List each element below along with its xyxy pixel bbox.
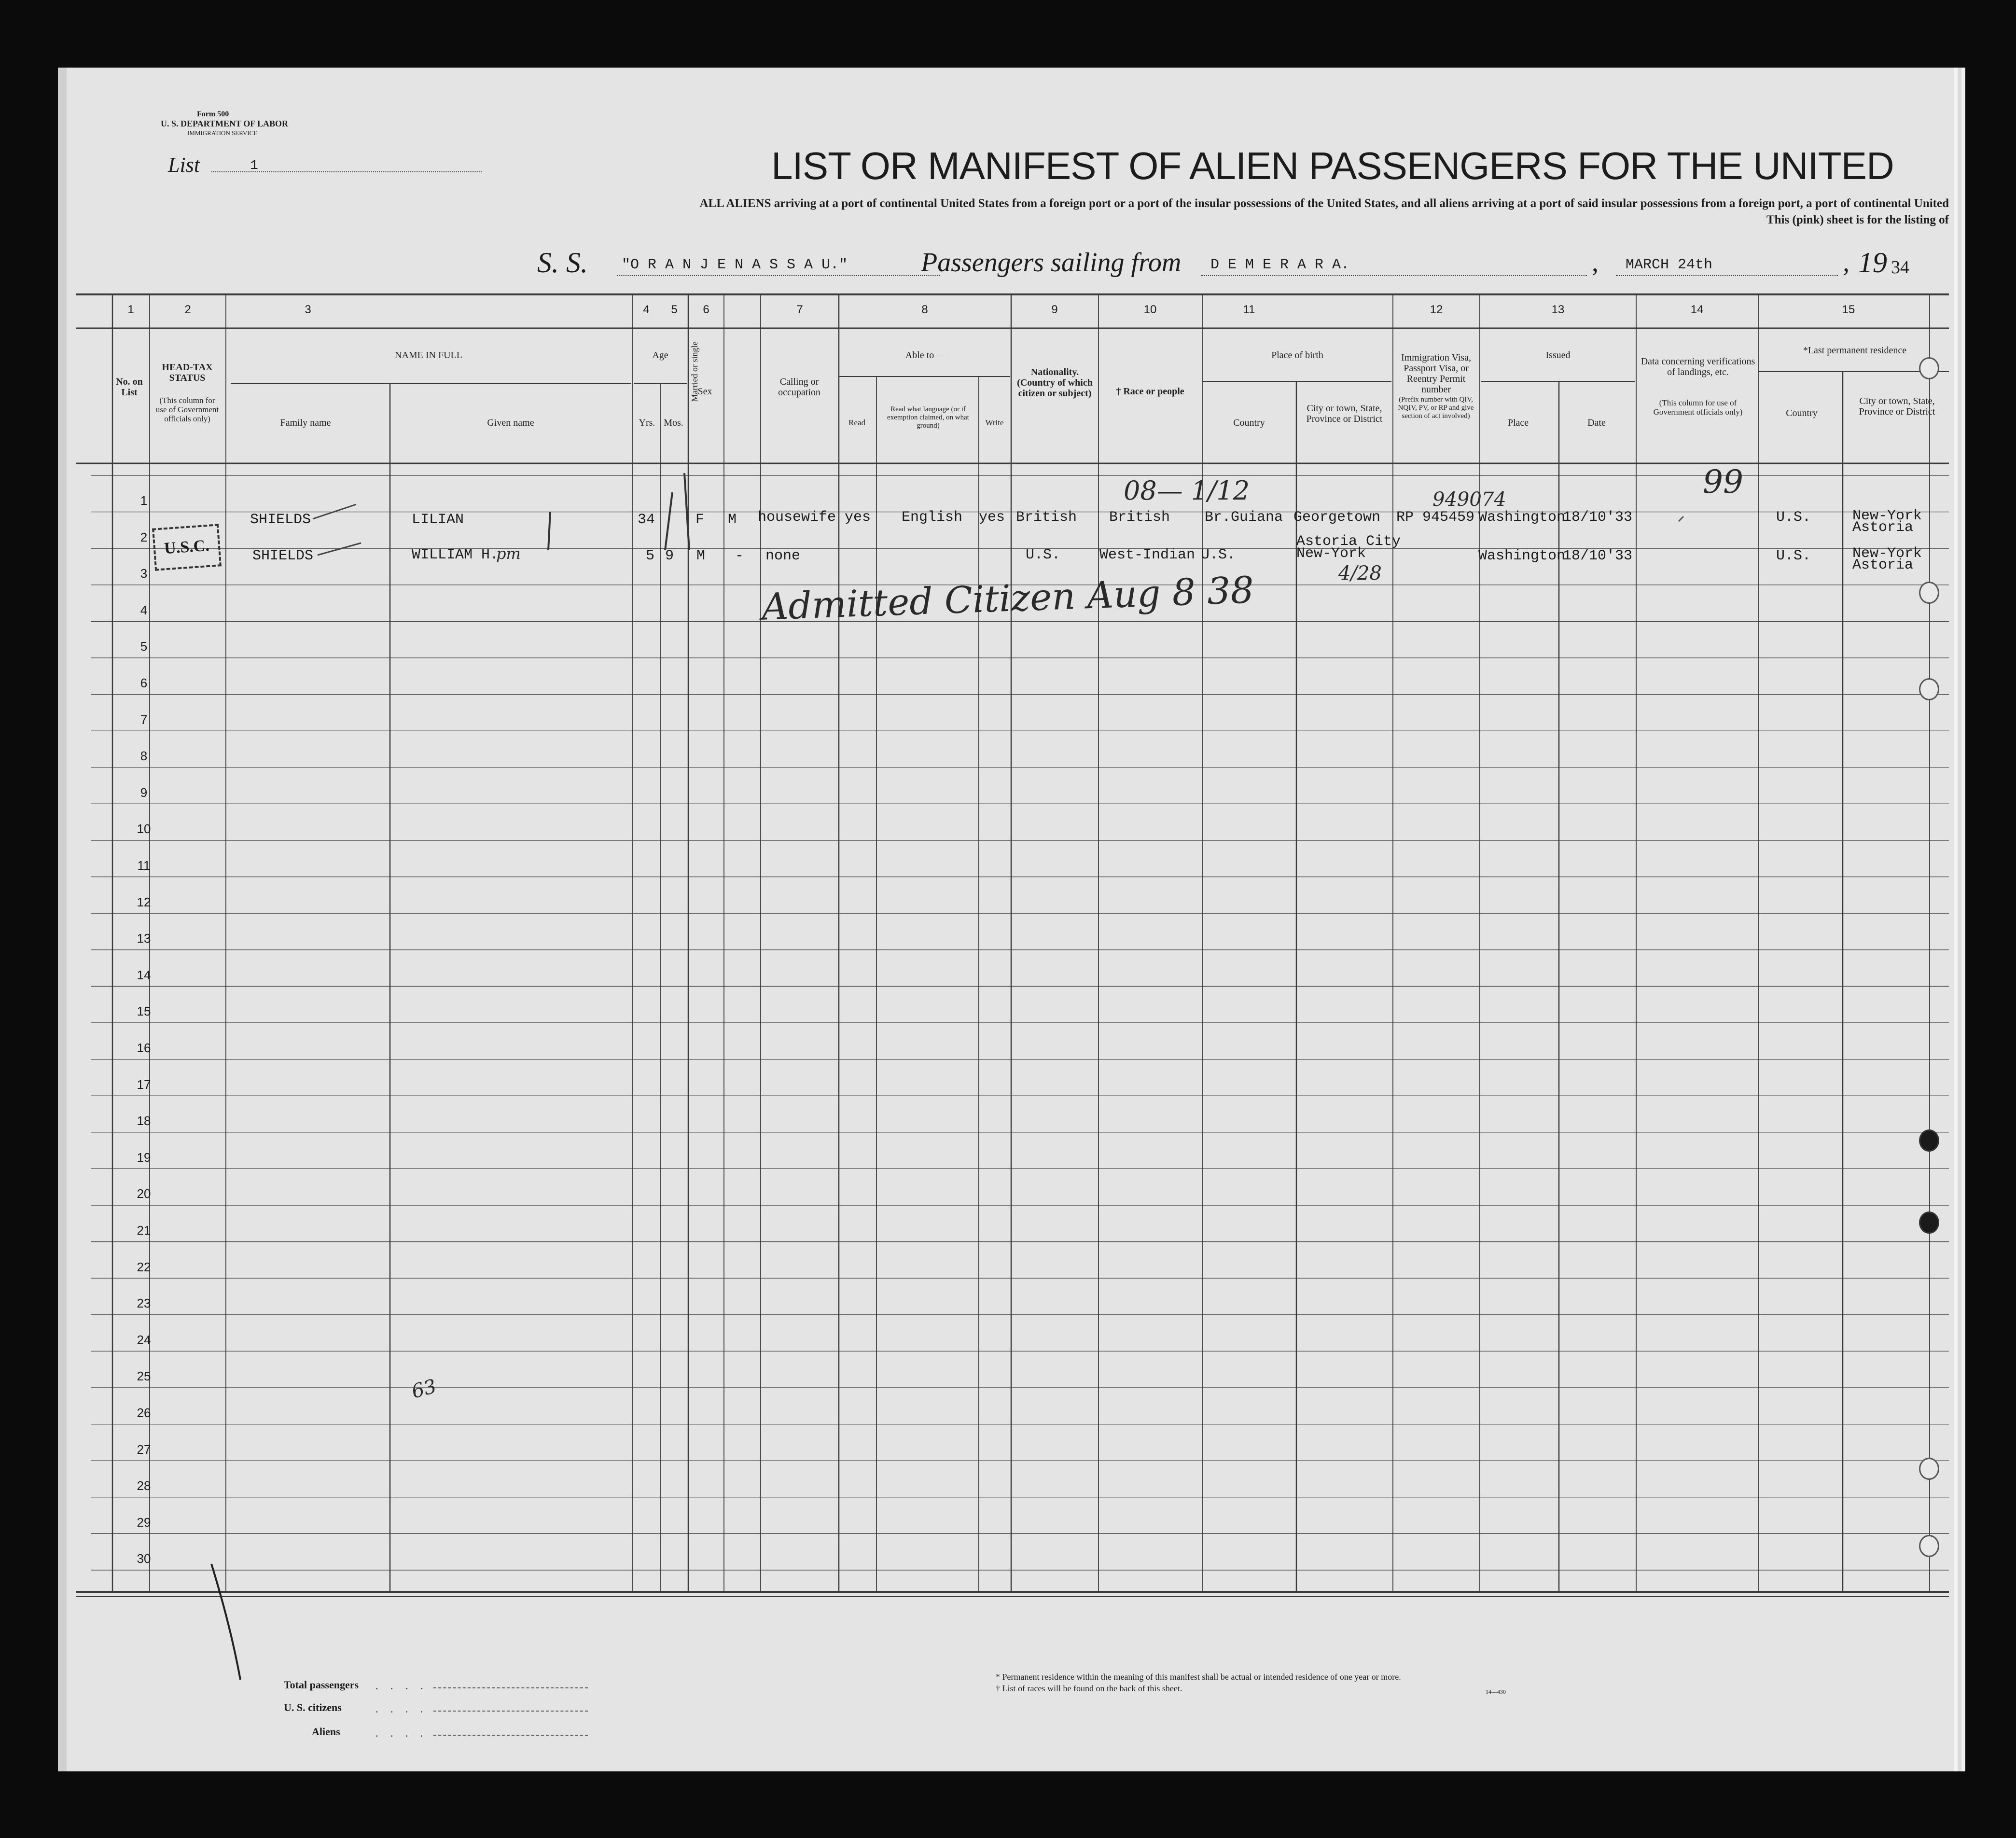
- row-number: 14: [137, 967, 151, 982]
- aliens-label: Aliens: [312, 1726, 340, 1738]
- binding-hole: [1919, 1211, 1939, 1234]
- us-citizens-label: U. S. citizens: [284, 1701, 342, 1713]
- p2-age-yrs: 5: [646, 548, 655, 564]
- row-number: 21: [137, 1223, 151, 1238]
- p1-race: British: [1109, 509, 1170, 526]
- sailing-date: MARCH 24th: [1626, 257, 1713, 273]
- col-issued-place: Place: [1507, 418, 1529, 428]
- handwritten-visa-note: 949074: [1432, 488, 1506, 511]
- head-tax-stamp: U.S.C.: [152, 524, 222, 571]
- row-number: 15: [137, 1004, 151, 1019]
- column-number: 8: [921, 303, 928, 316]
- p1-age-yrs: 34: [638, 512, 655, 528]
- p2-birth-city: Astoria City: [1296, 533, 1401, 550]
- total-passengers-label: Total passengers: [284, 1679, 359, 1691]
- p1-occupation: housewife: [758, 509, 836, 526]
- service-label: IMMIGRATION SERVICE: [187, 129, 258, 137]
- binding-hole: [1919, 357, 1939, 379]
- column-number: 2: [184, 303, 191, 316]
- p1-visa: RP 945459: [1396, 509, 1475, 526]
- column-number: 7: [796, 303, 803, 316]
- p1-sex: F: [695, 512, 705, 528]
- column-number: 12: [1430, 303, 1443, 316]
- p2-sex: M: [696, 548, 706, 564]
- col-res-country: Country: [1786, 408, 1818, 418]
- column-number: 13: [1551, 303, 1565, 316]
- col-calling: Calling or occupation: [778, 376, 820, 398]
- p1-language: English: [902, 509, 963, 526]
- footnote-races: † List of races will be found on the back of this sheet.: [996, 1684, 1182, 1693]
- col-family-name: Family name: [280, 418, 331, 428]
- col-issued-date: Date: [1587, 418, 1606, 428]
- aliens-dots: . . . .: [375, 1727, 428, 1739]
- column-number: 1: [127, 303, 134, 316]
- column-number: 9: [1051, 303, 1058, 316]
- handwritten-admitted-note: Admitted Citizen Aug 8 38: [761, 568, 1255, 628]
- us-citizens-line: [433, 1711, 588, 1712]
- p2-res-country: U.S.: [1776, 548, 1811, 564]
- col-landings: Data concerning verifications of landings, etc.: [1641, 356, 1755, 377]
- col-read: Read: [848, 418, 865, 427]
- column-number: 14: [1690, 303, 1704, 316]
- row-number: 27: [137, 1442, 151, 1457]
- p1-family-name: SHIELDS: [250, 512, 311, 528]
- p1-nationality: British: [1016, 509, 1077, 526]
- p2-res-city2: Astoria: [1852, 557, 1914, 573]
- list-number: 1: [250, 158, 258, 173]
- col-given-name: Given name: [487, 418, 534, 428]
- col-birth-city: City or town, State, Province or District: [1306, 403, 1383, 424]
- p2-age-mos: 9: [665, 548, 674, 564]
- p2-issued-date: 18/10'33: [1563, 548, 1633, 564]
- p1-res-city2: Astoria: [1852, 519, 1914, 536]
- p2-birth-city2: New-York: [1296, 545, 1366, 562]
- row-number: 16: [137, 1041, 151, 1055]
- departure-port: D E M E R A R A.: [1210, 257, 1350, 273]
- row-number: 13: [137, 931, 151, 946]
- row-number: 6: [140, 676, 148, 690]
- total-passengers-dots: . . . .: [375, 1680, 428, 1692]
- handwritten-given-suffix: pm: [496, 544, 521, 563]
- row-number: 18: [137, 1114, 151, 1128]
- row-number: 4: [140, 602, 148, 617]
- p1-birth-city: Georgetown: [1293, 509, 1381, 526]
- row-number: 11: [137, 858, 151, 873]
- row-number: 30: [137, 1551, 151, 1566]
- col-birth-country: Country: [1233, 418, 1265, 428]
- p2-birth-country: U.S.: [1201, 547, 1236, 563]
- col-place-of-birth: Place of birth: [1271, 350, 1323, 361]
- row-number: 26: [137, 1406, 151, 1420]
- col-issued: Issued: [1545, 350, 1571, 361]
- col-head-tax: HEAD-TAX STATUS: [162, 362, 213, 383]
- p1-married: M: [728, 512, 737, 528]
- row-number: 19: [137, 1150, 151, 1165]
- col-name-in-full: NAME IN FULL: [395, 350, 462, 361]
- year-suffix: 34: [1891, 257, 1909, 278]
- row-number: 12: [137, 894, 151, 909]
- p1-write: yes: [979, 509, 1005, 526]
- list-label: List: [168, 153, 200, 177]
- p2-race: West-Indian: [1099, 547, 1196, 563]
- handwritten-row25-mark: 63: [409, 1375, 439, 1403]
- p1-issued-place: Washington: [1478, 509, 1566, 526]
- row-number: 1: [140, 493, 148, 508]
- col-landings-note: (This column for use of Government officials only): [1653, 398, 1743, 417]
- form-code: 14—430: [1486, 1688, 1506, 1695]
- page-title: LIST OR MANIFEST OF ALIEN PASSENGERS FOR THE UNITED: [771, 144, 1894, 187]
- column-number: 6: [703, 303, 709, 316]
- col-age: Age: [652, 350, 668, 361]
- col-race: † Race or people: [1116, 386, 1184, 397]
- row-number: 20: [137, 1186, 151, 1201]
- binding-hole: [1919, 1129, 1939, 1152]
- column-number: 3: [305, 303, 311, 316]
- col-yrs: Yrs.: [639, 418, 655, 428]
- column-number: 10: [1143, 303, 1157, 316]
- p1-res-city: New-York: [1852, 508, 1922, 524]
- p1-res-country: U.S.: [1776, 509, 1811, 526]
- row-number: 10: [137, 822, 151, 836]
- binding-hole: [1919, 1458, 1939, 1480]
- col-nationality: Nationality. (Country of which citizen or subject): [1017, 367, 1093, 399]
- footnote-permanent: * Permanent residence within the meaning of this manifest shall be actual or intended residence of one year or more.: [996, 1672, 1401, 1682]
- row-number: 24: [137, 1332, 151, 1347]
- row-number: 9: [140, 785, 148, 800]
- year-prefix: 19: [1858, 247, 1887, 278]
- col-sex: Sex: [697, 386, 712, 397]
- p2-occupation: none: [765, 548, 801, 564]
- row-number: 7: [140, 712, 148, 727]
- col-head-tax-note: (This column for use of Government officials only): [155, 396, 219, 423]
- column-number: 15: [1842, 303, 1855, 316]
- department-label: U. S. DEPARTMENT OF LABOR: [161, 119, 289, 128]
- row-number: 28: [137, 1478, 151, 1493]
- col-last-residence: *Last permanent residence: [1803, 345, 1907, 356]
- p2-family-name: SHIELDS: [252, 548, 314, 564]
- us-citizens-dots: . . . .: [375, 1703, 428, 1715]
- p2-res-city: New-York: [1852, 545, 1922, 562]
- handwritten-landing-number: 99: [1703, 463, 1743, 501]
- row-number: 5: [140, 639, 148, 654]
- p1-issued-date: 18/10'33: [1563, 509, 1633, 526]
- row-number: 25: [137, 1369, 151, 1384]
- p2-nationality: U.S.: [1026, 547, 1061, 563]
- col-mos: Mos.: [664, 418, 683, 428]
- p2-married: -: [735, 548, 744, 564]
- binding-hole: [1919, 678, 1939, 700]
- sailing-label: Passengers sailing from: [921, 248, 1182, 278]
- manifest-sheet: [67, 68, 1954, 1771]
- column-number: 4: [643, 303, 650, 316]
- subtitle-line1: ALL ALIENS arriving at a port of continental United States from a foreign port or a port of the insular possessions of the United States, and all aliens arriving at a port of said insular possessions from a foreign port, a port of continental United: [699, 197, 1949, 210]
- comma-1: ,: [1592, 248, 1599, 278]
- ledger-grid: [67, 68, 1954, 1771]
- col-no-on-list: No. on List: [116, 376, 143, 398]
- ss-label: S. S.: [537, 247, 588, 278]
- p1-given-name: LILIAN: [412, 512, 464, 528]
- handwritten-birth-note: 08— 1/12: [1124, 475, 1250, 506]
- subtitle-line2: This (pink) sheet is for the listing of: [1766, 213, 1949, 226]
- col-read-language: Read what language (or if exemption claimed, on what ground): [887, 405, 969, 430]
- row-number: 3: [140, 566, 148, 581]
- comma-2: ,: [1843, 248, 1849, 278]
- p2-issued-place: Washington: [1478, 548, 1566, 564]
- binding-hole: [1919, 582, 1939, 604]
- col-visa-note: (Prefix number with QIV, NQIV, PV, or RP and give section of act involved): [1398, 396, 1474, 420]
- total-passengers-line: [433, 1687, 588, 1688]
- col-res-city: City or town, State, Province or District: [1859, 396, 1935, 417]
- row-number: 23: [137, 1296, 151, 1311]
- binding-hole: [1919, 1535, 1939, 1557]
- col-write: Write: [985, 418, 1004, 427]
- row-number: 8: [140, 749, 148, 764]
- aliens-line: [433, 1735, 588, 1736]
- row-number: 22: [137, 1259, 151, 1274]
- col-able-to: Able to—: [905, 350, 944, 361]
- row-number: 2: [140, 529, 148, 544]
- col-married: Married or single: [690, 341, 699, 402]
- p1-read: yes: [845, 509, 871, 526]
- p1-birth-country: Br.Guiana: [1205, 509, 1283, 526]
- row-number: 29: [137, 1515, 151, 1530]
- row-number: 17: [137, 1077, 151, 1092]
- column-number: 11: [1243, 303, 1255, 316]
- form-number: Form 500: [197, 110, 229, 118]
- ship-name: "O R A N J E N A S S A U.": [622, 257, 848, 273]
- col-visa: Immigration Visa, Passport Visa, or Reentry Permit number: [1401, 352, 1472, 395]
- p2-given-name: WILLIAM H.: [412, 547, 499, 563]
- handwritten-date-note: 4/28: [1338, 562, 1382, 585]
- column-number: 5: [671, 303, 678, 316]
